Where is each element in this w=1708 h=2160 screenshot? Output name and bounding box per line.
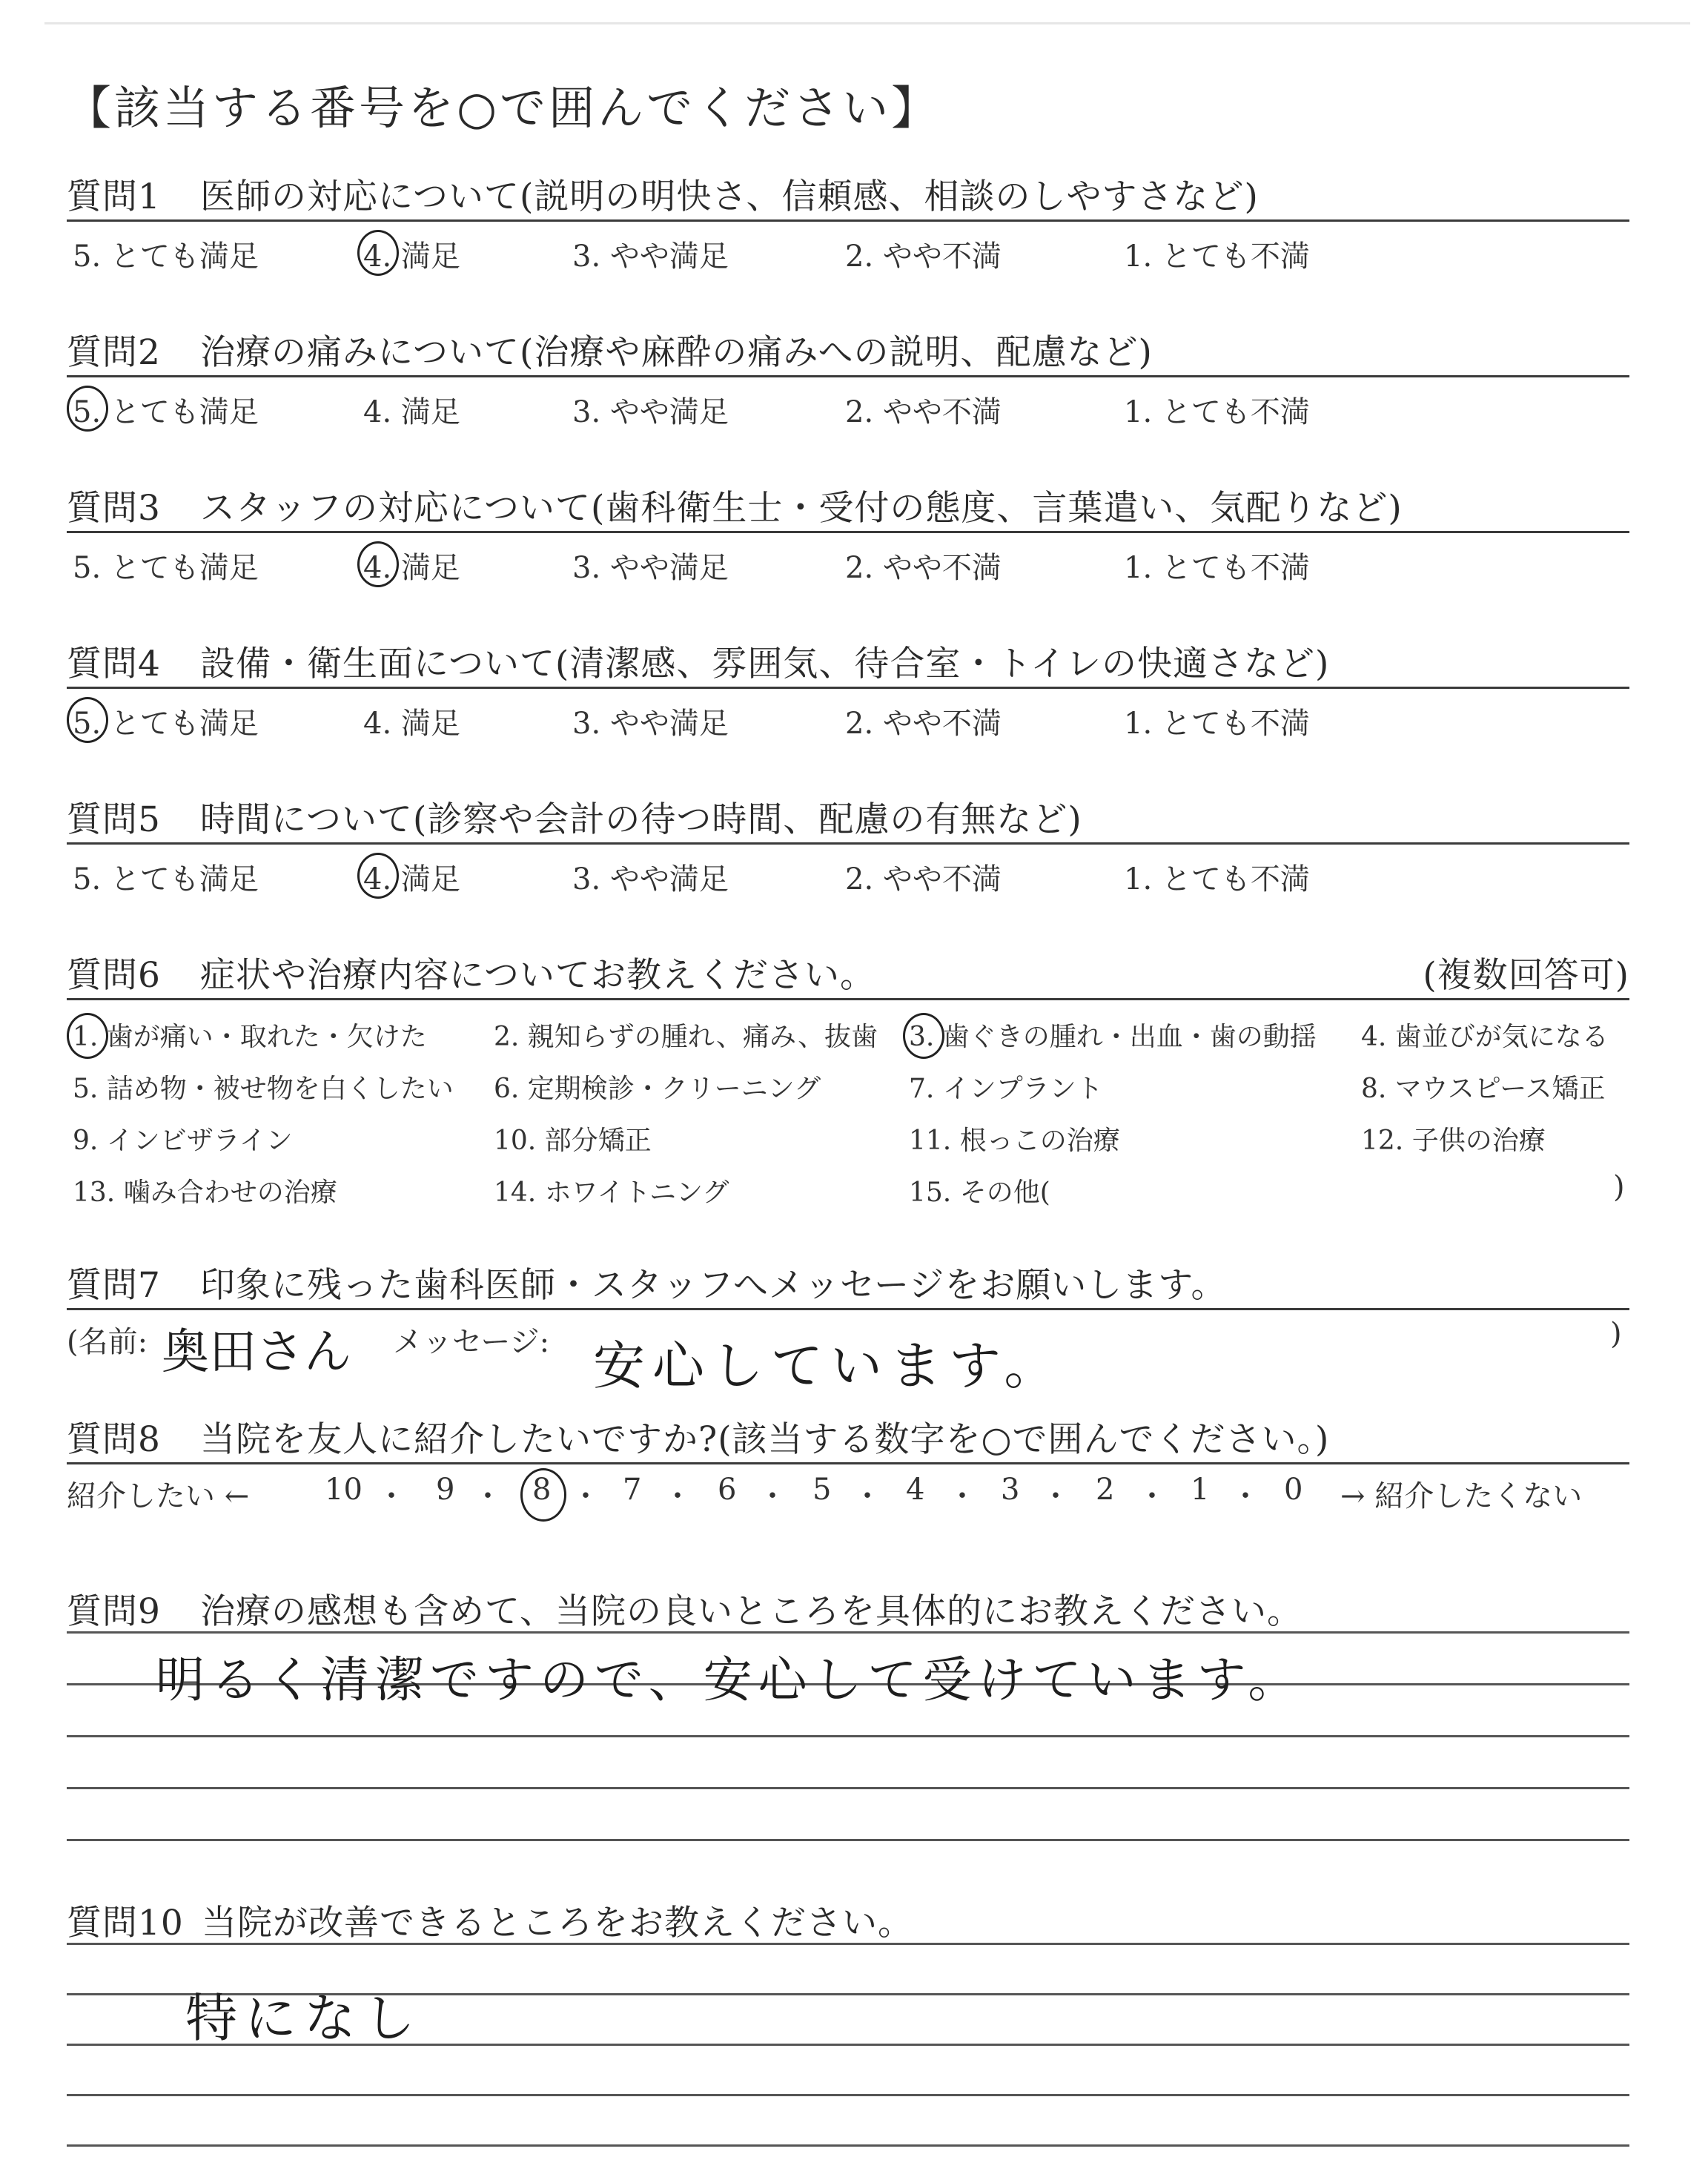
q8-dot: ・ (947, 1479, 977, 1513)
q6-option-8[interactable]: 8. マウスピース矯正 (1361, 1074, 1606, 1104)
question-7-rule (67, 1308, 1629, 1310)
q9-answer-line (67, 1735, 1629, 1737)
q1-option-1[interactable]: 1. とても不満 (1124, 240, 1310, 274)
q8-dot: ・ (1041, 1479, 1070, 1513)
q2-option-4[interactable]: 4. 満足 (363, 395, 460, 429)
q6-option-15-other[interactable]: 15. その他( (909, 1178, 1050, 1208)
question-6-rule (67, 998, 1629, 1000)
question-5-rule (67, 842, 1629, 845)
question-1-number: 質問1 (67, 176, 161, 217)
q8-dot: ・ (663, 1479, 692, 1513)
question-8-rule (67, 1462, 1629, 1464)
q8-score-0[interactable]: 0 (1284, 1473, 1303, 1507)
q6-option-11[interactable]: 11. 根っこの治療 (909, 1126, 1120, 1156)
question-8-number: 質問8 (67, 1419, 161, 1460)
question-6-title (67, 948, 1629, 997)
q5-option-3[interactable]: 3. やや満足 (572, 862, 729, 896)
question-1-rule (67, 219, 1629, 222)
question-5-number: 質問5 (67, 799, 161, 840)
q7-message-label: メッセージ: (393, 1325, 550, 1359)
q6-option-9[interactable]: 9. インビザライン (73, 1126, 293, 1156)
question-4-rule (67, 687, 1629, 689)
question-2-title (67, 325, 1153, 374)
q5-option-5[interactable]: 5. とても満足 (73, 862, 259, 896)
q8-right-label: → 紹介したくない (1340, 1479, 1583, 1513)
q6-option-2[interactable]: 2. 親知らずの腫れ、痛み、抜歯 (494, 1022, 878, 1052)
top-border (44, 22, 1690, 24)
q6-option-10[interactable]: 10. 部分矯正 (494, 1126, 652, 1156)
q4-option-4[interactable]: 4. 満足 (363, 707, 460, 741)
question-9-text: 治療の感想も含めて、当院の良いところを具体的にお教えください。 (200, 1591, 1303, 1632)
q8-score-1[interactable]: 1 (1191, 1473, 1210, 1507)
q3-option-4-circled[interactable]: 4. 満足 (363, 544, 460, 587)
q3-option-3[interactable]: 3. やや満足 (572, 551, 729, 585)
q7-close-paren: ) (1610, 1317, 1622, 1351)
q5-option-4-circled[interactable]: 4. 満足 (363, 856, 460, 898)
q2-option-3[interactable]: 3. やや満足 (572, 395, 729, 429)
question-7-title (67, 1258, 1226, 1307)
question-1-text: 医師の対応について(説明の明快さ、信頼感、相談のしやすさなど) (200, 176, 1259, 217)
question-10-number: 質問10 (67, 1903, 184, 1943)
q3-option-5[interactable]: 5. とても満足 (73, 551, 259, 585)
question-3-rule (67, 531, 1629, 533)
question-10-text: 当院が改善できるところをお教えください。 (202, 1903, 913, 1943)
q6-other-close-paren: ) (1613, 1170, 1625, 1204)
q8-score-3[interactable]: 3 (1001, 1473, 1020, 1507)
question-6-note: (複数回答可) (1423, 955, 1629, 996)
q8-score-4[interactable]: 4 (906, 1473, 925, 1507)
q7-name-label: (名前: (67, 1325, 148, 1359)
q4-option-5-circled[interactable]: 5. とても満足 (73, 700, 259, 742)
q8-score-9[interactable]: 9 (436, 1473, 455, 1507)
q5-option-2[interactable]: 2. やや不満 (845, 862, 1002, 896)
question-7-text: 印象に残った歯科医師・スタッフへメッセージをお願いします。 (200, 1265, 1227, 1306)
q8-score-8-circled[interactable]: 8 (532, 1473, 552, 1507)
question-6-number: 質問6 (67, 955, 161, 996)
q1-option-4-circled[interactable]: 4. 満足 (363, 233, 460, 275)
question-7-number: 質問7 (67, 1265, 161, 1306)
q1-option-3[interactable]: 3. やや満足 (572, 240, 729, 274)
q6-option-1-circled[interactable]: 1. 歯が痛い・取れた・欠けた (73, 1016, 427, 1054)
question-3-text: スタッフの対応について(歯科衛生士・受付の態度、言葉遣い、気配りなど) (200, 488, 1403, 529)
q10-answer-line (67, 1943, 1629, 1945)
q10-answer-handwritten[interactable]: 特になし (185, 1988, 423, 2049)
q2-option-5-circled[interactable]: 5. とても満足 (73, 389, 259, 431)
q1-option-5[interactable]: 5. とても満足 (73, 240, 259, 274)
question-9-title (67, 1584, 1302, 1634)
question-4-number: 質問4 (67, 644, 161, 684)
q8-dot: ・ (758, 1479, 787, 1513)
question-4-title (67, 636, 1329, 686)
q9-answer-line (67, 1839, 1629, 1841)
q9-answer-line (67, 1631, 1629, 1634)
q8-score-5[interactable]: 5 (812, 1473, 832, 1507)
question-5-title (67, 792, 1082, 842)
q9-answer-line (67, 1787, 1629, 1789)
question-2-number: 質問2 (67, 332, 161, 373)
q8-dot: ・ (473, 1479, 503, 1513)
q6-option-6[interactable]: 6. 定期検診・クリーニング (494, 1074, 821, 1104)
question-3-title (67, 480, 1403, 530)
q7-message-handwritten[interactable]: 安心しています。 (593, 1335, 1064, 1396)
q8-dot: ・ (1231, 1479, 1260, 1513)
q6-option-3-circled[interactable]: 3. 歯ぐきの腫れ・出血・歯の動揺 (909, 1016, 1317, 1054)
q2-option-2[interactable]: 2. やや不満 (845, 395, 1002, 429)
q10-answer-line (67, 2094, 1629, 2096)
question-6-text: 症状や治療内容についてお教えください。 (200, 955, 876, 996)
q6-option-14[interactable]: 14. ホワイトニング (494, 1178, 729, 1208)
question-5-text: 時間について(診察や会計の待つ時間、配慮の有無など) (200, 799, 1082, 840)
q8-score-7[interactable]: 7 (623, 1473, 642, 1507)
q8-score-6[interactable]: 6 (718, 1473, 737, 1507)
q8-dot: ・ (571, 1479, 600, 1513)
q1-option-2[interactable]: 2. やや不満 (845, 240, 1002, 274)
instruction-header: 【該当する番号を○で囲んでください】 (65, 81, 941, 135)
question-8-text: 当院を友人に紹介したいですか?(該当する数字を○で囲んでください。) (200, 1419, 1330, 1460)
q5-option-1[interactable]: 1. とても不満 (1124, 862, 1310, 896)
q3-option-1[interactable]: 1. とても不満 (1124, 551, 1310, 585)
q8-score-2[interactable]: 2 (1096, 1473, 1115, 1507)
q4-option-3[interactable]: 3. やや満足 (572, 707, 729, 741)
q9-answer-handwritten[interactable]: 明るく清潔ですので、安心して受けています。 (156, 1651, 1303, 1708)
q7-name-handwritten[interactable]: 奥田さん (162, 1325, 351, 1380)
q4-option-2[interactable]: 2. やや不満 (845, 707, 1002, 741)
question-2-text: 治療の痛みについて(治療や麻酔の痛みへの説明、配慮など) (200, 332, 1153, 373)
q3-option-2[interactable]: 2. やや不満 (845, 551, 1002, 585)
question-1-title (67, 169, 1259, 219)
q6-option-7[interactable]: 7. インプラント (909, 1074, 1103, 1104)
question-4-text: 設備・衛生面について(清潔感、雰囲気、待合室・トイレの快適さなど) (200, 644, 1330, 684)
q6-option-13[interactable]: 13. 噛み合わせの治療 (73, 1178, 337, 1208)
q10-answer-line (67, 2144, 1629, 2147)
q8-dot: ・ (1137, 1479, 1167, 1513)
q2-option-1[interactable]: 1. とても不満 (1124, 395, 1310, 429)
question-2-rule (67, 375, 1629, 377)
question-8-title (67, 1412, 1329, 1462)
q6-option-12[interactable]: 12. 子供の治療 (1361, 1126, 1546, 1156)
q8-dot: ・ (853, 1479, 882, 1513)
q8-score-10[interactable]: 10 (325, 1473, 363, 1507)
q8-dot: ・ (377, 1479, 406, 1513)
question-3-number: 質問3 (67, 488, 161, 529)
question-10-title (67, 1895, 913, 1945)
q4-option-1[interactable]: 1. とても不満 (1124, 707, 1310, 741)
q8-left-label: 紹介したい ← (67, 1479, 250, 1513)
question-9-number: 質問9 (67, 1591, 161, 1632)
q6-option-4[interactable]: 4. 歯並びが気になる (1361, 1022, 1609, 1052)
q6-option-5[interactable]: 5. 詰め物・被せ物を白くしたい (73, 1074, 454, 1104)
